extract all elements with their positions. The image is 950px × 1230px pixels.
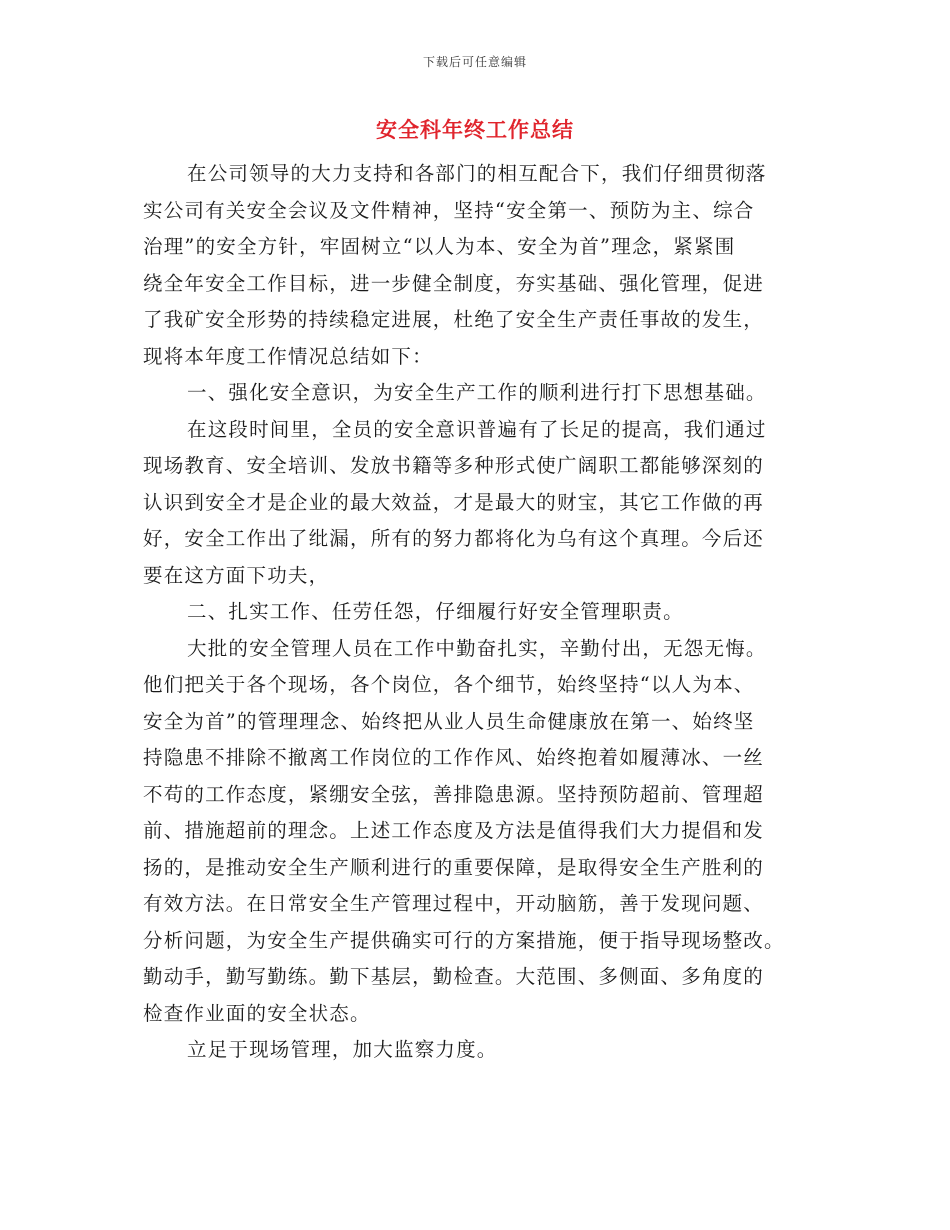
text-line: 现场教育、安全培训、发放书籍等多种形式使广阔职工都能够深刻的 <box>143 454 765 477</box>
text-line: 大批的安全管理人员在工作中勤奋扎实，辛勤付出，无怨无悔。 <box>187 636 767 660</box>
text-line: 一、强化安全意识，为安全生产工作的顺利进行打下思想基础。 <box>187 381 767 404</box>
text-line: 有效方法。在日常安全生产管理过程中，开动脑筋，善于发现问题、 <box>143 892 765 915</box>
text-line: 了我矿安全形势的持续稳定进展，杜绝了安全生产责任事故的发生， <box>143 308 765 331</box>
text-line: 扬的，是推动安全生产顺利进行的重要保障，是取得安全生产胜利的 <box>143 855 765 879</box>
text-line: 持隐患不排除不撤离工作岗位的工作作风、始终抱着如履薄冰、一丝 <box>143 746 765 769</box>
document-title: 安全科年终工作总结 <box>376 117 574 142</box>
text-line: 在公司领导的大力支持和各部门的相互配合下，我们仔细贯彻落 <box>187 162 767 185</box>
text-line: 安全为首”的管理理念、始终把从业人员生命健康放在第一、始终坚 <box>143 709 755 733</box>
text-line: 他们把关于各个现场，各个岗位，各个细节，始终坚持“以人为本、 <box>143 673 755 696</box>
text-line: 检查作业面的安全状态。 <box>143 1001 371 1025</box>
text-line: 不苟的工作态度，紧绷安全弦，善排隐患源。坚持预防超前、管理超 <box>143 782 765 806</box>
text-line: 认识到安全才是企业的最大效益，才是最大的财宝，其它工作做的再 <box>143 490 765 514</box>
text-line: 分析问题，为安全生产提供确实可行的方案措施，便于指导现场整改。 <box>143 928 785 952</box>
text-line: 实公司有关安全会议及文件精神，坚持“安全第一、预防为主、综合 <box>143 198 755 222</box>
text-line: 治理”的安全方针，牢固树立“以人为本、安全为首”理念，紧紧围 <box>143 235 736 258</box>
header-note: 下载后可任意编辑 <box>422 55 527 69</box>
text-line: 立足于现场管理，加大监察力度。 <box>187 1038 498 1061</box>
document-body <box>143 156 808 1069</box>
text-line: 要在这方面下功夫， <box>143 563 330 587</box>
text-line: 二、扎实工作、任劳任怨，仔细履行好安全管理职责。 <box>187 600 684 623</box>
text-line: 绕全年安全工作目标，进一步健全制度，夯实基础、强化管理，促进 <box>143 271 765 295</box>
text-line: 现将本年度工作情况总结如下： <box>143 344 433 368</box>
text-line: 前、措施超前的理念。上述工作态度及方法是值得我们大力提倡和发 <box>143 819 765 842</box>
text-line: 在这段时间里，全员的安全意识普遍有了长足的提高，我们通过 <box>187 417 767 441</box>
text-line: 勤动手，勤写勤练。勤下基层，勤检查。大范围、多侧面、多角度的 <box>143 965 765 988</box>
text-line: 好，安全工作出了纰漏，所有的努力都将化为乌有这个真理。今后还 <box>143 527 765 550</box>
